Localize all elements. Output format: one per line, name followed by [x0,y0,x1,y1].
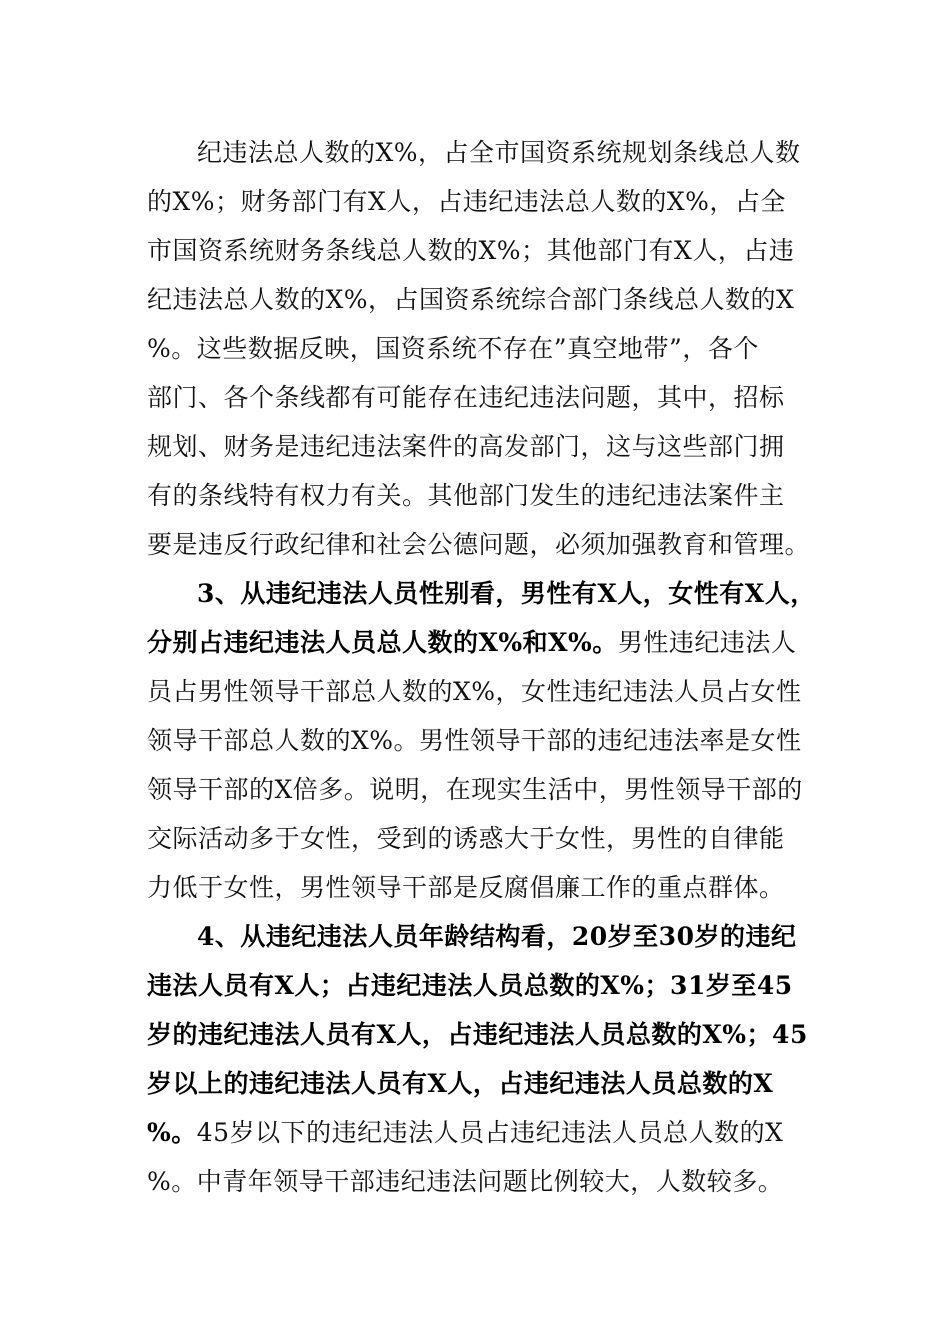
paragraph-age [147,912,812,1206]
text-line: 员占男性领导干部总人数的X%，女性违纪违法人员占女性 [147,677,802,706]
text-line: 4、从违纪违法人员年龄结构看，20岁至30岁的违纪 [197,922,797,951]
text-line: 要是违反行政纪律和社会公德问题，必须加强教育和管理。 [147,530,811,559]
text-line: 3、从违纪违法人员性别看，男性有X人，女性有X人， [197,579,816,608]
text-line: 分别占违纪违法人员总人数的X%和X%。男性违纪违法人 [147,628,797,657]
text-line: %。45岁以下的违纪违法人员占违纪违法人员总人数的X [147,1118,784,1147]
text-line: 领导干部总人数的X%。男性领导干部的违纪违法率是女性 [147,726,802,755]
text-line: 领导干部的X倍多。说明，在现实生活中，男性领导干部的 [147,775,803,804]
text-line: 规划、财务是违纪违法案件的高发部门，这与这些部门拥 [147,432,785,461]
paragraph-gender [147,569,816,912]
text-line: 部门、各个条线都有可能存在违纪违法问题，其中，招标 [147,383,785,412]
text-line: 纪违法总人数的X%，占国资系统综合部门条线总人数的X [147,285,795,314]
text-line: 纪违法总人数的X%，占全市国资系统规划条线总人数 [197,138,801,167]
text-line: 市国资系统财务条线总人数的X%；其他部门有X人，占违 [147,236,795,265]
text-line: 岁以上的违纪违法人员有X人，占违纪违法人员总数的X [147,1069,774,1098]
text-line: 违法人员有X人；占违纪违法人员总数的X%；31岁至45 [147,971,793,1000]
paragraph-departments [147,128,812,569]
text-line: 力低于女性，男性领导干部是反腐倡廉工作的重点群体。 [147,873,785,902]
text-line: %。这些数据反映，国资系统不存在”真空地带”，各个 [147,334,759,363]
text-line: 岁的违纪违法人员有X人，占违纪违法人员总数的X%；45 [147,1020,808,1049]
body-text [147,128,816,1206]
text-line: %。中青年领导干部违纪违法问题比例较大，人数较多。 [147,1167,784,1196]
text-line: 交际活动多于女性，受到的诱惑大于女性，男性的自律能 [147,824,785,853]
text-line: 有的条线特有权力有关。其他部门发生的违纪违法案件主 [147,481,785,510]
text-line: 的X%；财务部门有X人，占违纪违法总人数的X%，占全 [147,187,786,216]
